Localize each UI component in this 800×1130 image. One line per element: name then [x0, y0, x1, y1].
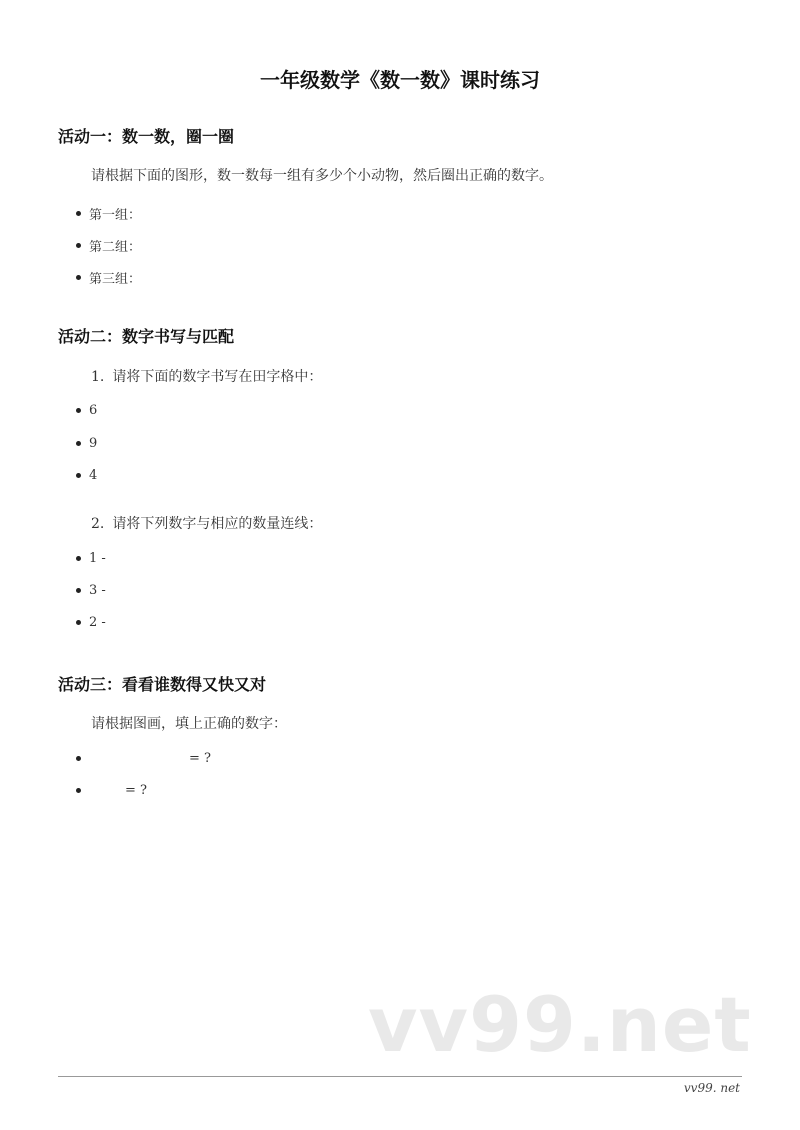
activity-3-heading: 活动三：看看谁数得又快又对	[58, 675, 267, 694]
task-number: 2.	[91, 516, 105, 532]
bullet-icon	[76, 588, 81, 593]
activity-2-heading: 活动二：数字书写与匹配	[58, 327, 235, 346]
page-title: 一年级数学《数一数》课时练习	[260, 68, 540, 92]
activity-1-heading: 活动一：数一数，圈一圈	[58, 127, 235, 146]
activity-2-task-2	[91, 513, 322, 533]
activity-1-item-label: 第一组：	[89, 208, 142, 223]
digit-label: 9	[89, 436, 98, 451]
bullet-icon	[76, 473, 81, 478]
activity-3-instruction: 请根据图画，填上正确的数字：	[91, 716, 287, 732]
task-text: 请将下面的数字书写在田字格中：	[112, 369, 323, 385]
activity-1-item-label: 第三组：	[89, 272, 142, 287]
digit-label: 6	[89, 403, 98, 418]
activity-3-item	[76, 751, 211, 766]
activity-1-item-label: 第二组：	[89, 240, 142, 255]
activity-2-task-2-item	[76, 615, 106, 630]
match-label: 2 -	[89, 615, 106, 630]
activity-2-task-2-item	[76, 583, 106, 598]
bullet-icon	[76, 243, 81, 248]
activity-2-task-1-item	[76, 403, 97, 418]
bullet-icon	[76, 408, 81, 413]
activity-2-task-2-item	[76, 551, 106, 566]
bullet-icon	[76, 441, 81, 446]
activity-2-task-1-item	[76, 468, 97, 483]
activity-1-item	[76, 204, 141, 223]
watermark: vv99.net	[368, 980, 752, 1069]
bullet-icon	[76, 788, 81, 793]
task-number: 1.	[91, 369, 105, 385]
digit-label: 4	[89, 468, 98, 483]
bullet-icon	[76, 620, 81, 625]
bullet-icon	[76, 756, 81, 761]
activity-3-item	[76, 783, 147, 798]
equation-label: = ?	[189, 751, 211, 766]
bullet-icon	[76, 556, 81, 561]
activity-1-item	[76, 268, 141, 287]
bullet-icon	[76, 275, 81, 280]
activity-2-task-1	[91, 366, 322, 386]
footer-site-label: vv99. net	[683, 1081, 740, 1095]
activity-1-item	[76, 236, 141, 255]
task-text: 请将下列数字与相应的数量连线：	[112, 516, 323, 532]
activity-2-task-1-item	[76, 436, 97, 451]
footer-divider	[58, 1076, 742, 1077]
equation-label: = ?	[125, 783, 147, 798]
activity-1-instruction: 请根据下面的图形，数一数每一组有多少个小动物，然后圈出正确的数字。	[91, 168, 553, 184]
match-label: 1 -	[89, 551, 106, 566]
match-label: 3 -	[89, 583, 106, 598]
bullet-icon	[76, 211, 81, 216]
